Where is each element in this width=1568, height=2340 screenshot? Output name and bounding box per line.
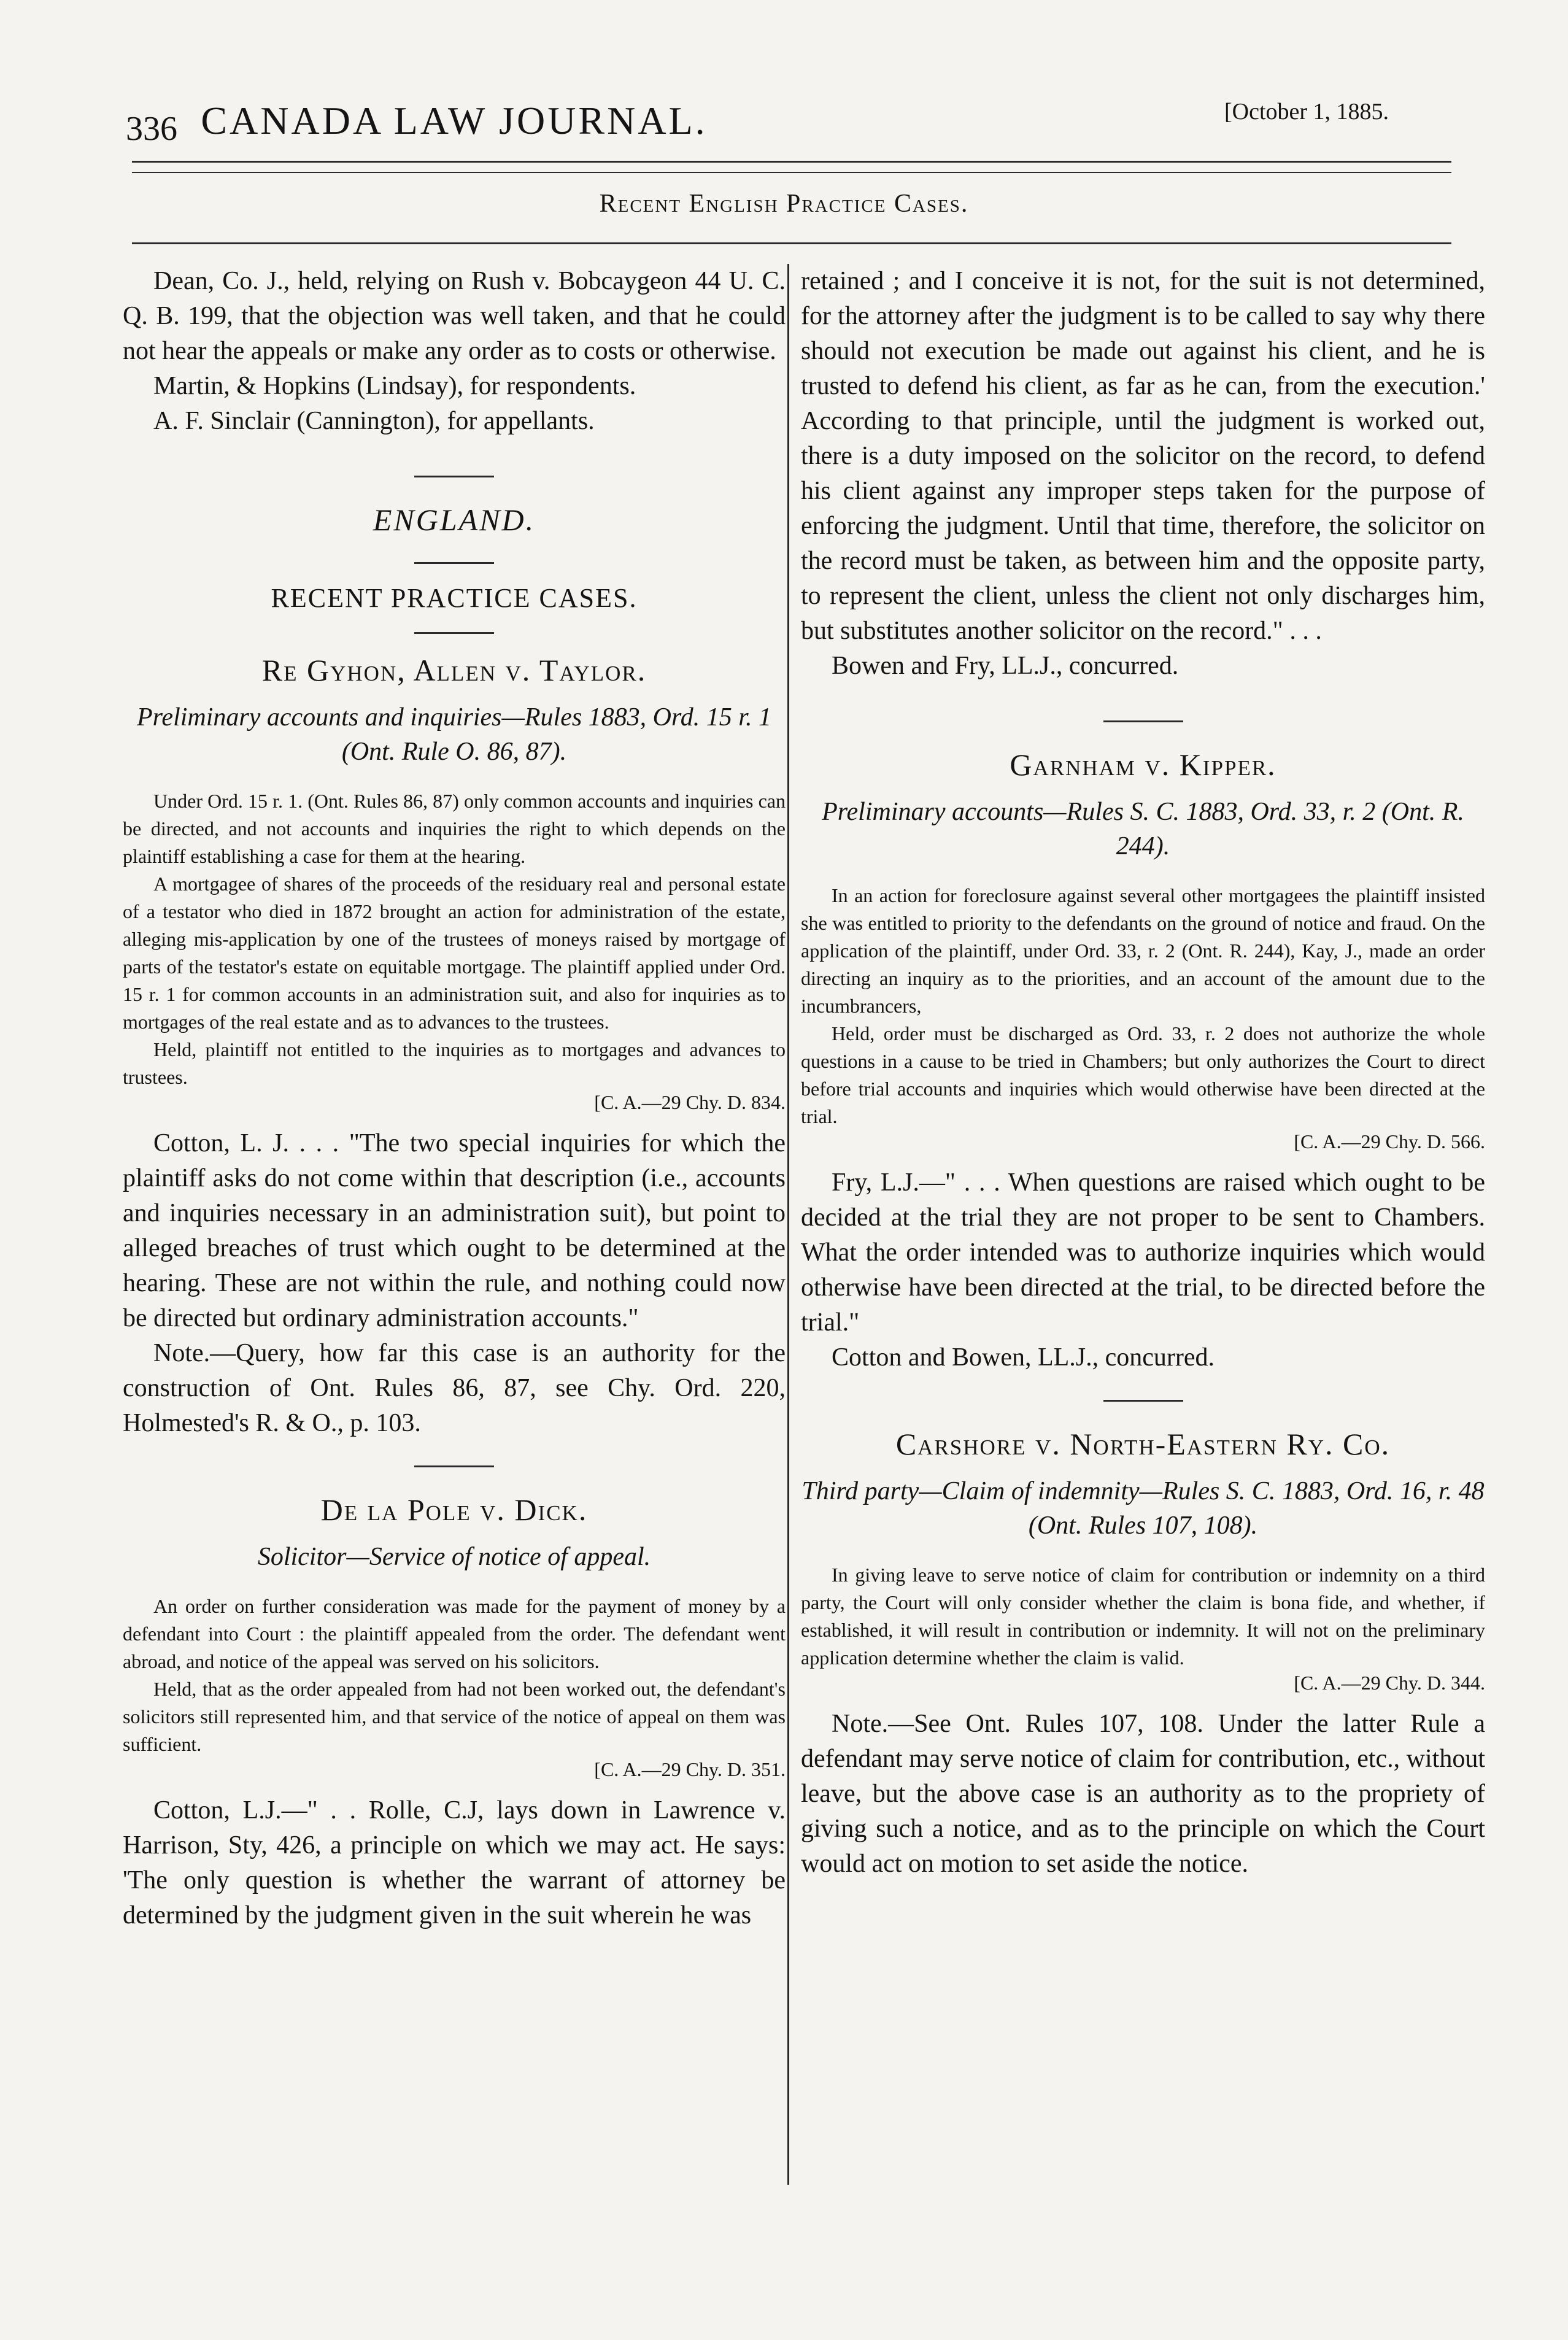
section-country: ENGLAND. xyxy=(373,503,536,537)
summary-paragraph: An order on further consideration was made for the payment of money by a defendant into Court : the plaintiff appealed from the order. The defendant went abroad, and notice of the appeal was served on his solicitors. xyxy=(123,1595,786,1672)
case-title: Carshore v. North-Eastern Ry. Co. xyxy=(895,1427,1391,1461)
column-divider xyxy=(787,264,789,2185)
summary-paragraph: In an action for foreclosure against several other mortgagees the plaintiff insisted she was entitled to priority to the defendants on the ground of notice and fraud. On the application of the plaintiff, under Ord. 33, r. 2 (Ont. R. 244), Kay, J., made an order directing an inquiry as to the priorities, and an account of the amount due to the incumbrancers, xyxy=(801,884,1485,1017)
paragraph: retained ; and I conceive it is not, for the suit is not determined, for the attorney after the judgment is to be called to say why there should not execution be made out against his client, and he is trusted to defend his client, as far as he can, from the execution.' According to that principle, until the judgment is worked out, there is a duty imposed on the solicitor on the record, to defend his client against any improper steps taken for the purpose of enforcing the judgment. Until that time, therefore, the solicitor on the record must be taken, as between him and the opposite party, to represent the client, unless the client not only discharges him, but substitutes another solicitor on the record." . . . xyxy=(801,267,1485,645)
left-column xyxy=(123,264,786,1933)
summary-paragraph: Held, order must be discharged as Ord. 33, r. 2 does not authorize the whole questions in a cause to be tried in Chambers; but only authorizes the Court to direct before trial accounts and inquiries which would otherwise have been directed at the trial. xyxy=(801,1022,1485,1127)
separator xyxy=(414,562,494,564)
running-head-rule xyxy=(132,242,1451,244)
separator xyxy=(1103,1400,1183,1402)
separator xyxy=(1103,720,1183,722)
right-column xyxy=(801,264,1485,1882)
header-rule-top xyxy=(132,161,1451,163)
case-citation: [C. A.—29 Chy. D. 344. xyxy=(1294,1672,1485,1694)
case-subheading: Third party—Claim of indemnity—Rules S. C. 1883, Ord. 16, r. 48 (Ont. Rules 107, 108). xyxy=(801,1477,1485,1540)
separator xyxy=(414,1465,494,1467)
paragraph: Cotton, L.J.—" . . Rolle, C.J, lays down in Lawrence v. Harrison, Sty, 426, a principle on which we may act. He says: 'The only question is whether the warrant of attorney be determined by the judgment given in the suit wherein he was xyxy=(123,1796,786,1929)
case-subheading: Preliminary accounts and inquiries—Rules 1883, Ord. 15 r. 1 (Ont. Rule O. 86, 87). xyxy=(136,703,771,766)
header-rule-bottom xyxy=(132,172,1451,173)
journal-title: CANADA LAW JOURNAL. xyxy=(201,99,708,142)
paragraph: Cotton, L. J. . . . "The two special inquiries for which the plaintiff asks do not come within that description (i.e., accounts and inquiries necessary in an administration suit), but point to alleged breaches of trust which ought to be determined at the hearing. These are not within the rule, and nothing could now be directed but ordinary administration accounts." xyxy=(123,1129,786,1332)
case-title: De la Pole v. Dick. xyxy=(320,1492,588,1527)
separator xyxy=(414,632,494,634)
summary-paragraph: Held, that as the order appealed from had not been worked out, the defendant's solicitors still represented him, and that service of the notice of appeal on them was sufficient. xyxy=(123,1678,786,1755)
case-title: Garnham v. Kipper. xyxy=(1010,747,1276,782)
paragraph: A. F. Sinclair (Cannington), for appellants. xyxy=(153,407,595,435)
case-subheading: Preliminary accounts—Rules S. C. 1883, Ord. 33, r. 2 (Ont. R. 244). xyxy=(822,798,1464,860)
page-number: 336 xyxy=(126,110,177,148)
case-subheading: Solicitor—Service of notice of appeal. xyxy=(257,1543,651,1571)
running-head: Recent English Practice Cases. xyxy=(599,190,969,218)
section-title: RECENT PRACTICE CASES. xyxy=(271,583,638,613)
case-citation: [C. A.—29 Chy. D. 351. xyxy=(594,1758,786,1780)
separator xyxy=(414,476,494,477)
summary-paragraph: A mortgagee of shares of the proceeds of the residuary real and personal estate of a testator who died in 1872 brought an action for administration of the estate, alleging mis-application by one of the trustees of moneys raised by mortgage of parts of the testator's estate on equitable mortgage. The plaintiff applied under Ord. 15 r. 1 for common accounts in an administration suit, and also for inquiries as to mortgages of the real estate and as to advances to the trustees. xyxy=(123,873,786,1033)
case-title: Re Gyhon, Allen v. Taylor. xyxy=(261,653,647,687)
paragraph: Cotton and Bowen, LL.J., concurred. xyxy=(832,1343,1215,1372)
summary-paragraph: In giving leave to serve notice of claim for contribution or indemnity on a third party, the Court will only consider whether the claim is bona fide, and whether, if established, it will result in contribution or indemnity. It will not on the preliminary application determine whether the claim is valid. xyxy=(801,1564,1485,1669)
paragraph: Bowen and Fry, LL.J., concurred. xyxy=(832,652,1179,680)
issue-date: [October 1, 1885. xyxy=(1224,99,1389,125)
paragraph: Martin, & Hopkins (Lindsay), for respondents. xyxy=(153,372,636,400)
summary-paragraph: Held, plaintiff not entitled to the inquiries as to mortgages and advances to trustees. xyxy=(123,1038,786,1088)
paragraph: Fry, L.J.—" . . . When questions are raised which ought to be decided at the trial they are not proper to be sent to Chambers. What the order intended was to authorize inquiries which would otherwise have been directed at the trial, to be directed before the trial." xyxy=(801,1168,1485,1337)
summary-paragraph: Under Ord. 15 r. 1. (Ont. Rules 86, 87) only common accounts and inquiries can be directed, and not accounts and inquiries the right to which depends on the plaintiff establishing a case for them at the hearing. xyxy=(123,790,786,867)
case-citation: [C. A.—29 Chy. D. 834. xyxy=(594,1091,786,1113)
paragraph: Note.—See Ont. Rules 107, 108. Under the latter Rule a defendant may serve notice of claim for contribution, etc., without leave, but the above case is an authority as to the propriety of giving such a notice, and as to the principle on which the Court would act on motion to set aside the notice. xyxy=(801,1710,1485,1878)
case-citation: [C. A.—29 Chy. D. 566. xyxy=(1294,1130,1485,1153)
paragraph: Dean, Co. J., held, relying on Rush v. Bobcaygeon 44 U. C. Q. B. 199, that the objection was well taken, and that he could not hear the appeals or make any order as to costs or otherwise. xyxy=(123,267,786,365)
paragraph: Note.—Query, how far this case is an authority for the construction of Ont. Rules 86, 87, see Chy. Ord. 220, Holmested's R. & O., p. 103. xyxy=(123,1339,786,1437)
